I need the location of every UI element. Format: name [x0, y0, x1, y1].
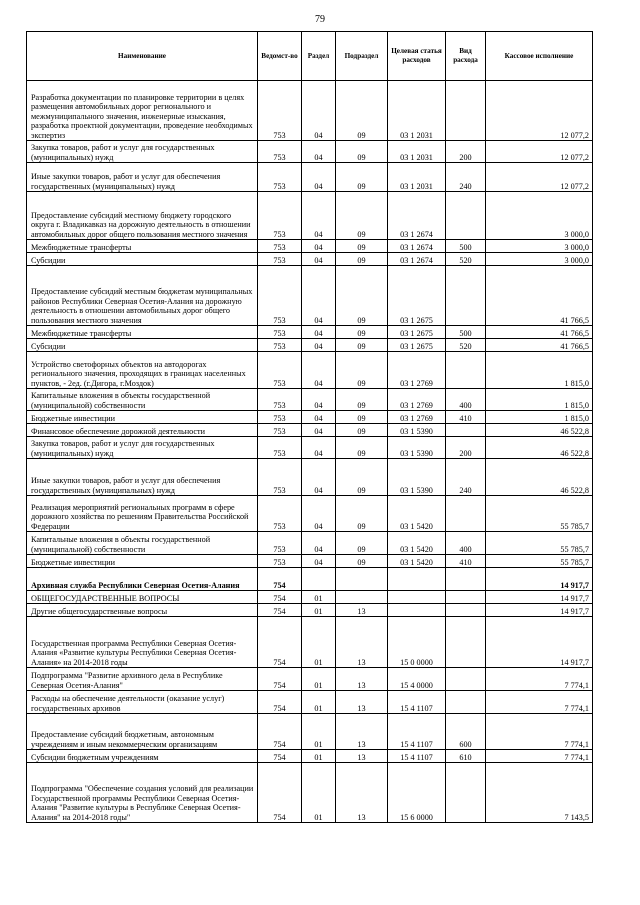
- header-dept: Ведомст-во: [258, 32, 302, 81]
- table-row: [27, 496, 593, 532]
- cell-subsection: 09: [336, 253, 388, 266]
- table-row: [27, 555, 593, 568]
- table-row: [27, 668, 593, 691]
- cell-name: Предоставление субсидий местным бюджетам муниципальных районов Республики Северная Осетия-Алания на дорожную деятельность в отношении автомобильных дорог общего пользования местного значения: [27, 266, 258, 326]
- cell-target: 15 4 1107: [388, 750, 446, 763]
- cell-section: 04: [302, 81, 336, 141]
- table-row: [27, 617, 593, 668]
- table-row: [27, 568, 593, 591]
- cell-exec: 14 917,7: [486, 591, 593, 604]
- cell-target: 03 1 2674: [388, 253, 446, 266]
- cell-name: Межбюджетные трансферты: [27, 326, 258, 339]
- cell-exec: 7 774,1: [486, 750, 593, 763]
- cell-subsection: 09: [336, 266, 388, 326]
- cell-name: Архивная служба Республики Северная Осетия-Алания: [27, 568, 258, 591]
- cell-target: 03 1 5420: [388, 532, 446, 555]
- table-row: [27, 141, 593, 163]
- cell-type: [446, 266, 486, 326]
- cell-name: Субсидии: [27, 339, 258, 352]
- table-row: [27, 591, 593, 604]
- cell-name: Расходы на обеспечение деятельности (оказание услуг) государственных архивов: [27, 691, 258, 714]
- cell-target: 15 4 1107: [388, 691, 446, 714]
- table-row: [27, 326, 593, 339]
- cell-name: Субсидии: [27, 253, 258, 266]
- header-exec: Кассовое исполнение: [486, 32, 593, 81]
- cell-dept: 754: [258, 714, 302, 750]
- cell-exec: 14 917,7: [486, 617, 593, 668]
- cell-type: [446, 591, 486, 604]
- cell-section: 04: [302, 389, 336, 411]
- cell-dept: 754: [258, 750, 302, 763]
- table-row: [27, 532, 593, 555]
- cell-subsection: 09: [336, 141, 388, 163]
- cell-name: Бюджетные инвестиции: [27, 555, 258, 568]
- cell-dept: 754: [258, 763, 302, 823]
- cell-exec: 1 815,0: [486, 389, 593, 411]
- table-row: [27, 750, 593, 763]
- cell-target: [388, 604, 446, 617]
- cell-section: 04: [302, 141, 336, 163]
- cell-target: [388, 568, 446, 591]
- cell-section: 01: [302, 691, 336, 714]
- cell-target: 03 1 2675: [388, 339, 446, 352]
- cell-exec: 46 522,8: [486, 437, 593, 459]
- cell-type: [446, 81, 486, 141]
- cell-type: [446, 604, 486, 617]
- cell-subsection: 13: [336, 750, 388, 763]
- cell-section: 04: [302, 253, 336, 266]
- cell-exec: 55 785,7: [486, 532, 593, 555]
- cell-dept: 753: [258, 253, 302, 266]
- cell-name: ОБЩЕГОСУДАРСТВЕННЫЕ ВОПРОСЫ: [27, 591, 258, 604]
- cell-name: Предоставление субсидий местному бюджету городского округа г. Владикавказ на дорожную деятельность в отношении автомобильных дорог общего пользования местного значения: [27, 192, 258, 240]
- cell-exec: 46 522,8: [486, 459, 593, 496]
- table-row: [27, 411, 593, 424]
- cell-target: 15 4 0000: [388, 668, 446, 691]
- cell-dept: 754: [258, 568, 302, 591]
- cell-subsection: 09: [336, 389, 388, 411]
- cell-dept: 754: [258, 591, 302, 604]
- table-row: [27, 253, 593, 266]
- table-row: [27, 763, 593, 823]
- cell-target: 03 1 5390: [388, 424, 446, 437]
- cell-subsection: [336, 568, 388, 591]
- cell-subsection: 13: [336, 691, 388, 714]
- cell-section: 04: [302, 555, 336, 568]
- cell-section: 04: [302, 326, 336, 339]
- cell-type: [446, 763, 486, 823]
- cell-dept: 753: [258, 459, 302, 496]
- cell-target: 03 1 2769: [388, 411, 446, 424]
- cell-target: 15 4 1107: [388, 714, 446, 750]
- table-row: [27, 192, 593, 240]
- cell-name: Иные закупки товаров, работ и услуг для обеспечения государственных (муниципальных) нужд: [27, 163, 258, 192]
- cell-name: Закупка товаров, работ и услуг для государственных (муниципальных) нужд: [27, 437, 258, 459]
- cell-subsection: 09: [336, 459, 388, 496]
- table-row: [27, 437, 593, 459]
- cell-target: 15 0 0000: [388, 617, 446, 668]
- cell-subsection: 09: [336, 532, 388, 555]
- cell-exec: 3 000,0: [486, 253, 593, 266]
- cell-exec: 12 077,2: [486, 81, 593, 141]
- cell-subsection: 09: [336, 437, 388, 459]
- cell-name: Устройство светофорных объектов на автодорогах регионального значения, проходящих в границах населенных пунктов, - 2ед. (г.Дигора, г.Моздок): [27, 352, 258, 389]
- cell-target: [388, 591, 446, 604]
- cell-section: 04: [302, 163, 336, 192]
- cell-type: [446, 352, 486, 389]
- page-number: 79: [315, 14, 325, 25]
- cell-section: 04: [302, 266, 336, 326]
- cell-dept: 753: [258, 411, 302, 424]
- cell-section: 01: [302, 668, 336, 691]
- cell-dept: 753: [258, 192, 302, 240]
- cell-section: 01: [302, 604, 336, 617]
- cell-section: 01: [302, 750, 336, 763]
- table-row: [27, 266, 593, 326]
- table-row: [27, 714, 593, 750]
- cell-type: 600: [446, 714, 486, 750]
- cell-name: Финансовое обеспечение дорожной деятельности: [27, 424, 258, 437]
- cell-exec: 55 785,7: [486, 555, 593, 568]
- cell-name: Иные закупки товаров, работ и услуг для обеспечения государственных (муниципальных) нужд: [27, 459, 258, 496]
- cell-name: Реализация мероприятий региональных программ в сфере дорожного хозяйства по решениям Правительства Российской Федерации: [27, 496, 258, 532]
- cell-dept: 753: [258, 141, 302, 163]
- cell-section: 04: [302, 411, 336, 424]
- cell-subsection: 09: [336, 352, 388, 389]
- header-name: Наименование: [27, 32, 258, 81]
- cell-type: 500: [446, 326, 486, 339]
- cell-name: Закупка товаров, работ и услуг для государственных (муниципальных) нужд: [27, 141, 258, 163]
- cell-section: 01: [302, 591, 336, 604]
- cell-type: 500: [446, 240, 486, 253]
- cell-type: 240: [446, 163, 486, 192]
- cell-exec: 46 522,8: [486, 424, 593, 437]
- cell-exec: 55 785,7: [486, 496, 593, 532]
- cell-section: 04: [302, 532, 336, 555]
- cell-type: 520: [446, 253, 486, 266]
- cell-type: [446, 496, 486, 532]
- cell-dept: 753: [258, 424, 302, 437]
- cell-dept: 753: [258, 326, 302, 339]
- cell-name: Субсидии бюджетным учреждениям: [27, 750, 258, 763]
- cell-type: 610: [446, 750, 486, 763]
- cell-exec: 41 766,5: [486, 339, 593, 352]
- cell-subsection: 09: [336, 339, 388, 352]
- cell-section: 01: [302, 763, 336, 823]
- cell-dept: 754: [258, 617, 302, 668]
- cell-type: [446, 691, 486, 714]
- cell-dept: 753: [258, 240, 302, 253]
- cell-section: 04: [302, 496, 336, 532]
- header-type: Вид расхода: [446, 32, 486, 81]
- cell-section: 01: [302, 617, 336, 668]
- cell-target: 03 1 2031: [388, 163, 446, 192]
- cell-section: 04: [302, 192, 336, 240]
- cell-target: 03 1 5390: [388, 459, 446, 496]
- cell-exec: 7 774,1: [486, 714, 593, 750]
- cell-dept: 753: [258, 266, 302, 326]
- table-row: [27, 352, 593, 389]
- cell-dept: 754: [258, 691, 302, 714]
- cell-subsection: 09: [336, 163, 388, 192]
- cell-dept: 753: [258, 532, 302, 555]
- cell-type: 200: [446, 437, 486, 459]
- cell-exec: 7 774,1: [486, 691, 593, 714]
- cell-name: Разработка документации по планировке территории в целях размещения автомобильных дорог регионального и межмуниципального значения, инженерные изыскания, разработка проектной документации, проведение необходимых экспертиз: [27, 81, 258, 141]
- cell-target: 03 1 5420: [388, 555, 446, 568]
- cell-exec: 12 077,2: [486, 163, 593, 192]
- table-header-row: [27, 32, 593, 81]
- table-row: [27, 389, 593, 411]
- cell-subsection: 09: [336, 411, 388, 424]
- cell-target: 15 6 0000: [388, 763, 446, 823]
- cell-exec: 14 917,7: [486, 568, 593, 591]
- cell-type: 400: [446, 389, 486, 411]
- cell-type: 400: [446, 532, 486, 555]
- cell-subsection: 09: [336, 496, 388, 532]
- cell-subsection: 09: [336, 424, 388, 437]
- cell-target: 03 1 2769: [388, 389, 446, 411]
- cell-target: 03 1 2031: [388, 81, 446, 141]
- cell-dept: 753: [258, 389, 302, 411]
- cell-target: 03 1 2031: [388, 141, 446, 163]
- cell-target: 03 1 2675: [388, 266, 446, 326]
- cell-exec: 7 143,5: [486, 763, 593, 823]
- cell-dept: 754: [258, 604, 302, 617]
- cell-type: [446, 668, 486, 691]
- cell-section: 04: [302, 459, 336, 496]
- cell-dept: 753: [258, 81, 302, 141]
- cell-name: Другие общегосударственные вопросы: [27, 604, 258, 617]
- table-row: [27, 240, 593, 253]
- cell-dept: 753: [258, 339, 302, 352]
- cell-target: 03 1 2674: [388, 192, 446, 240]
- cell-target: 03 1 5420: [388, 496, 446, 532]
- table-row: [27, 163, 593, 192]
- cell-section: 04: [302, 240, 336, 253]
- cell-subsection: 09: [336, 81, 388, 141]
- cell-subsection: 13: [336, 714, 388, 750]
- table-row: [27, 339, 593, 352]
- cell-subsection: 13: [336, 604, 388, 617]
- cell-type: [446, 424, 486, 437]
- cell-exec: 12 077,2: [486, 141, 593, 163]
- cell-exec: 1 815,0: [486, 352, 593, 389]
- cell-target: 03 1 5390: [388, 437, 446, 459]
- cell-name: Межбюджетные трансферты: [27, 240, 258, 253]
- cell-name: Предоставление субсидий бюджетным, автономным учреждениям и иным некоммерческим организациям: [27, 714, 258, 750]
- cell-section: 04: [302, 352, 336, 389]
- cell-type: 240: [446, 459, 486, 496]
- cell-dept: 753: [258, 437, 302, 459]
- cell-type: 520: [446, 339, 486, 352]
- table-row: [27, 691, 593, 714]
- cell-subsection: 13: [336, 617, 388, 668]
- cell-target: 03 1 2675: [388, 326, 446, 339]
- table-row: [27, 424, 593, 437]
- cell-type: [446, 568, 486, 591]
- cell-section: 04: [302, 424, 336, 437]
- cell-type: 410: [446, 555, 486, 568]
- cell-subsection: [336, 591, 388, 604]
- cell-section: 04: [302, 339, 336, 352]
- cell-dept: 754: [258, 668, 302, 691]
- cell-subsection: 13: [336, 668, 388, 691]
- cell-name: Подпрограмма "Развитие архивного дела в Республике Северная Осетия-Алания": [27, 668, 258, 691]
- header-subsection: Подраздел: [336, 32, 388, 81]
- cell-exec: 1 815,0: [486, 411, 593, 424]
- cell-name: Капитальные вложения в объекты государственной (муниципальной) собственности: [27, 389, 258, 411]
- cell-exec: 7 774,1: [486, 668, 593, 691]
- cell-subsection: 09: [336, 192, 388, 240]
- cell-name: Государственная программа Республики Северная Осетия-Алания «Развитие культуры Республики Северная Осетия-Алания» на 2014-2018 годы: [27, 617, 258, 668]
- cell-target: 03 1 2769: [388, 352, 446, 389]
- cell-subsection: 09: [336, 326, 388, 339]
- budget-table: [26, 31, 593, 823]
- cell-dept: 753: [258, 163, 302, 192]
- cell-subsection: 13: [336, 763, 388, 823]
- cell-exec: 3 000,0: [486, 240, 593, 253]
- header-section: Раздел: [302, 32, 336, 81]
- table-row: [27, 81, 593, 141]
- cell-exec: 41 766,5: [486, 326, 593, 339]
- cell-type: [446, 617, 486, 668]
- cell-name: Подпрограмма "Обеспечение создания условий для реализации Государственной программы Республики Северная Осетия-Алания "Развитие культуры в Республике Северная Осетия-Алания" на 2014-2018 годы": [27, 763, 258, 823]
- cell-type: 410: [446, 411, 486, 424]
- cell-subsection: 09: [336, 240, 388, 253]
- cell-dept: 753: [258, 555, 302, 568]
- cell-exec: 14 917,7: [486, 604, 593, 617]
- table-row: [27, 459, 593, 496]
- cell-dept: 753: [258, 352, 302, 389]
- cell-type: [446, 192, 486, 240]
- cell-subsection: 09: [336, 555, 388, 568]
- header-target: Целевая статья расходов: [388, 32, 446, 81]
- cell-exec: 3 000,0: [486, 192, 593, 240]
- cell-exec: 41 766,5: [486, 266, 593, 326]
- table-row: [27, 604, 593, 617]
- cell-dept: 753: [258, 496, 302, 532]
- cell-section: 01: [302, 714, 336, 750]
- cell-target: 03 1 2674: [388, 240, 446, 253]
- cell-name: Капитальные вложения в объекты государственной (муниципальной) собственности: [27, 532, 258, 555]
- cell-type: 200: [446, 141, 486, 163]
- cell-name: Бюджетные инвестиции: [27, 411, 258, 424]
- cell-section: 04: [302, 437, 336, 459]
- cell-section: [302, 568, 336, 591]
